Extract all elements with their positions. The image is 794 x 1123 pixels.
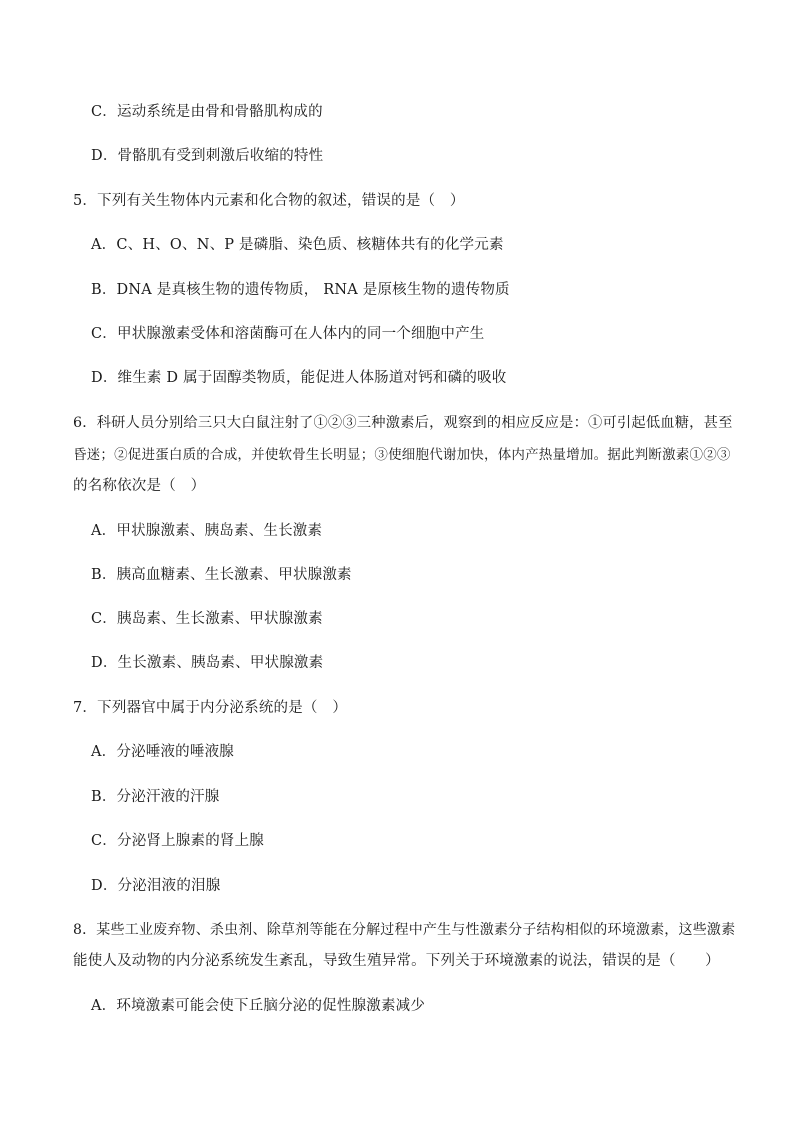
question-5-option-a: A．C、H、O、N、P 是磷脂、染色质、核糖体共有的化学元素 — [91, 237, 504, 253]
question-6-stem-line-2: 昏迷；②促进蛋白质的合成，并使软骨生长明显；③使细胞代谢加快，体内产热量增加。据此判断激素①②③ — [73, 447, 731, 463]
question-6-stem-line-3: 的名称依次是（ ） — [73, 478, 206, 494]
question-8-stem-line-2: 能使人及动物的内分泌系统发生紊乱，导致生殖异常。下列关于环境激素的说法，错误的是（ ） — [73, 953, 720, 969]
question-5-option-b: B．DNA 是真核生物的遗传物质， RNA 是原核生物的遗传物质 — [91, 282, 510, 298]
question-5-option-d: D．维生素 D 属于固醇类物质，能促进人体肠道对钙和磷的吸收 — [91, 370, 507, 386]
question-8-option-a: A．环境激素可能会使下丘脑分泌的促性腺激素减少 — [91, 998, 426, 1014]
question-5-stem: 5．下列有关生物体内元素和化合物的叙述，错误的是（ ） — [73, 193, 465, 209]
question-6-option-c: C．胰岛素、生长激素、甲状腺激素 — [91, 611, 323, 627]
question-7-option-b: B．分泌汗液的汗腺 — [91, 789, 220, 805]
question-8-stem-line-1: 8．某些工业废弃物、杀虫剂、除草剂等能在分解过程中产生与性激素分子结构相似的环境激素，这些激素 — [73, 922, 736, 938]
question-6-option-b: B．胰高血糖素、生长激素、甲状腺激素 — [91, 567, 352, 583]
question-7-option-d: D．分泌泪液的泪腺 — [91, 878, 221, 894]
question-5-option-c: C．甲状腺激素受体和溶菌酶可在人体内的同一个细胞中产生 — [91, 326, 485, 342]
option-d-q4: D．骨骼肌有受到刺激后收缩的特性 — [91, 148, 324, 164]
question-6-option-d: D．生长激素、胰岛素、甲状腺激素 — [91, 655, 324, 671]
option-c-q4: C．运动系统是由骨和骨骼肌构成的 — [91, 104, 323, 120]
question-6-option-a: A．甲状腺激素、胰岛素、生长激素 — [91, 523, 323, 539]
question-7-option-c: C．分泌肾上腺素的肾上腺 — [91, 833, 264, 849]
question-7-option-a: A．分泌唾液的唾液腺 — [91, 744, 234, 760]
question-7-stem: 7．下列器官中属于内分泌系统的是（ ） — [73, 700, 348, 716]
question-6-stem-line-1: 6．科研人员分别给三只大白鼠注射了①②③三种激素后，观察到的相应反应是：①可引起低血糖，甚至 — [73, 415, 733, 431]
